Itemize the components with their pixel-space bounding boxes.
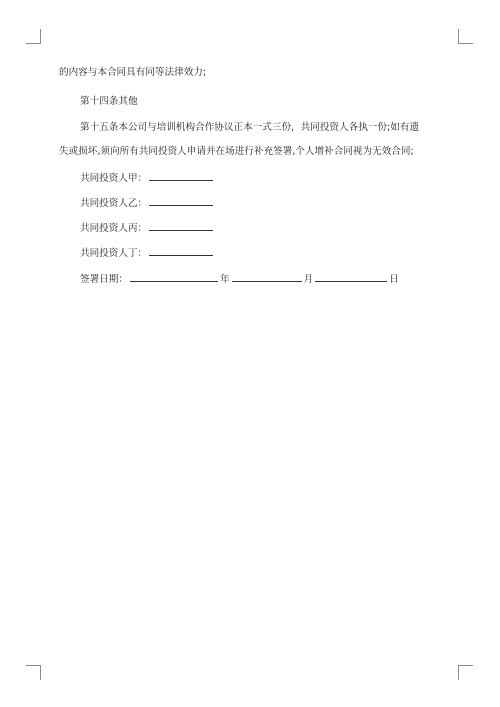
paragraph-continuation: 的内容与本合同具有同等法律效力; <box>59 67 207 78</box>
day-blank[interactable] <box>315 271 387 282</box>
signing-date-line <box>80 271 399 287</box>
day-label: 日 <box>389 274 399 285</box>
signature-blank[interactable] <box>149 220 213 231</box>
crop-mark-bottom-left <box>26 665 41 680</box>
article-15-line-1: 第十五条本公司与培训机构合作协议正本一式三份，共同投资人各执一份;如有遗 <box>80 122 420 133</box>
month-blank[interactable] <box>232 271 302 282</box>
signature-line-bing <box>80 220 213 236</box>
signature-label: 共同投资人丙： <box>80 223 148 234</box>
crop-mark-bottom-right <box>458 665 473 680</box>
signature-blank[interactable] <box>149 170 213 181</box>
date-label: 签署日期： <box>80 274 128 285</box>
signature-line-jia <box>80 170 213 186</box>
signature-label: 共同投资人丁： <box>80 248 148 259</box>
month-label: 月 <box>303 274 314 285</box>
crop-mark-top-right <box>458 29 473 44</box>
article-15-line-2: 失或损坏,须向所有共同投资人申请并在场进行补充签署,个人增补合同视为无效合同; <box>59 146 414 157</box>
crop-mark-top-left <box>26 29 41 44</box>
year-label: 年 <box>219 274 230 285</box>
signature-blank[interactable] <box>149 195 213 206</box>
year-blank[interactable] <box>130 271 218 282</box>
signature-line-ding <box>80 245 213 261</box>
signature-label: 共同投资人甲： <box>80 173 148 184</box>
article-14-heading: 第十四条其他 <box>80 96 138 107</box>
signature-line-yi <box>80 195 213 211</box>
signature-label: 共同投资人乙： <box>80 198 148 209</box>
signature-blank[interactable] <box>149 245 213 256</box>
